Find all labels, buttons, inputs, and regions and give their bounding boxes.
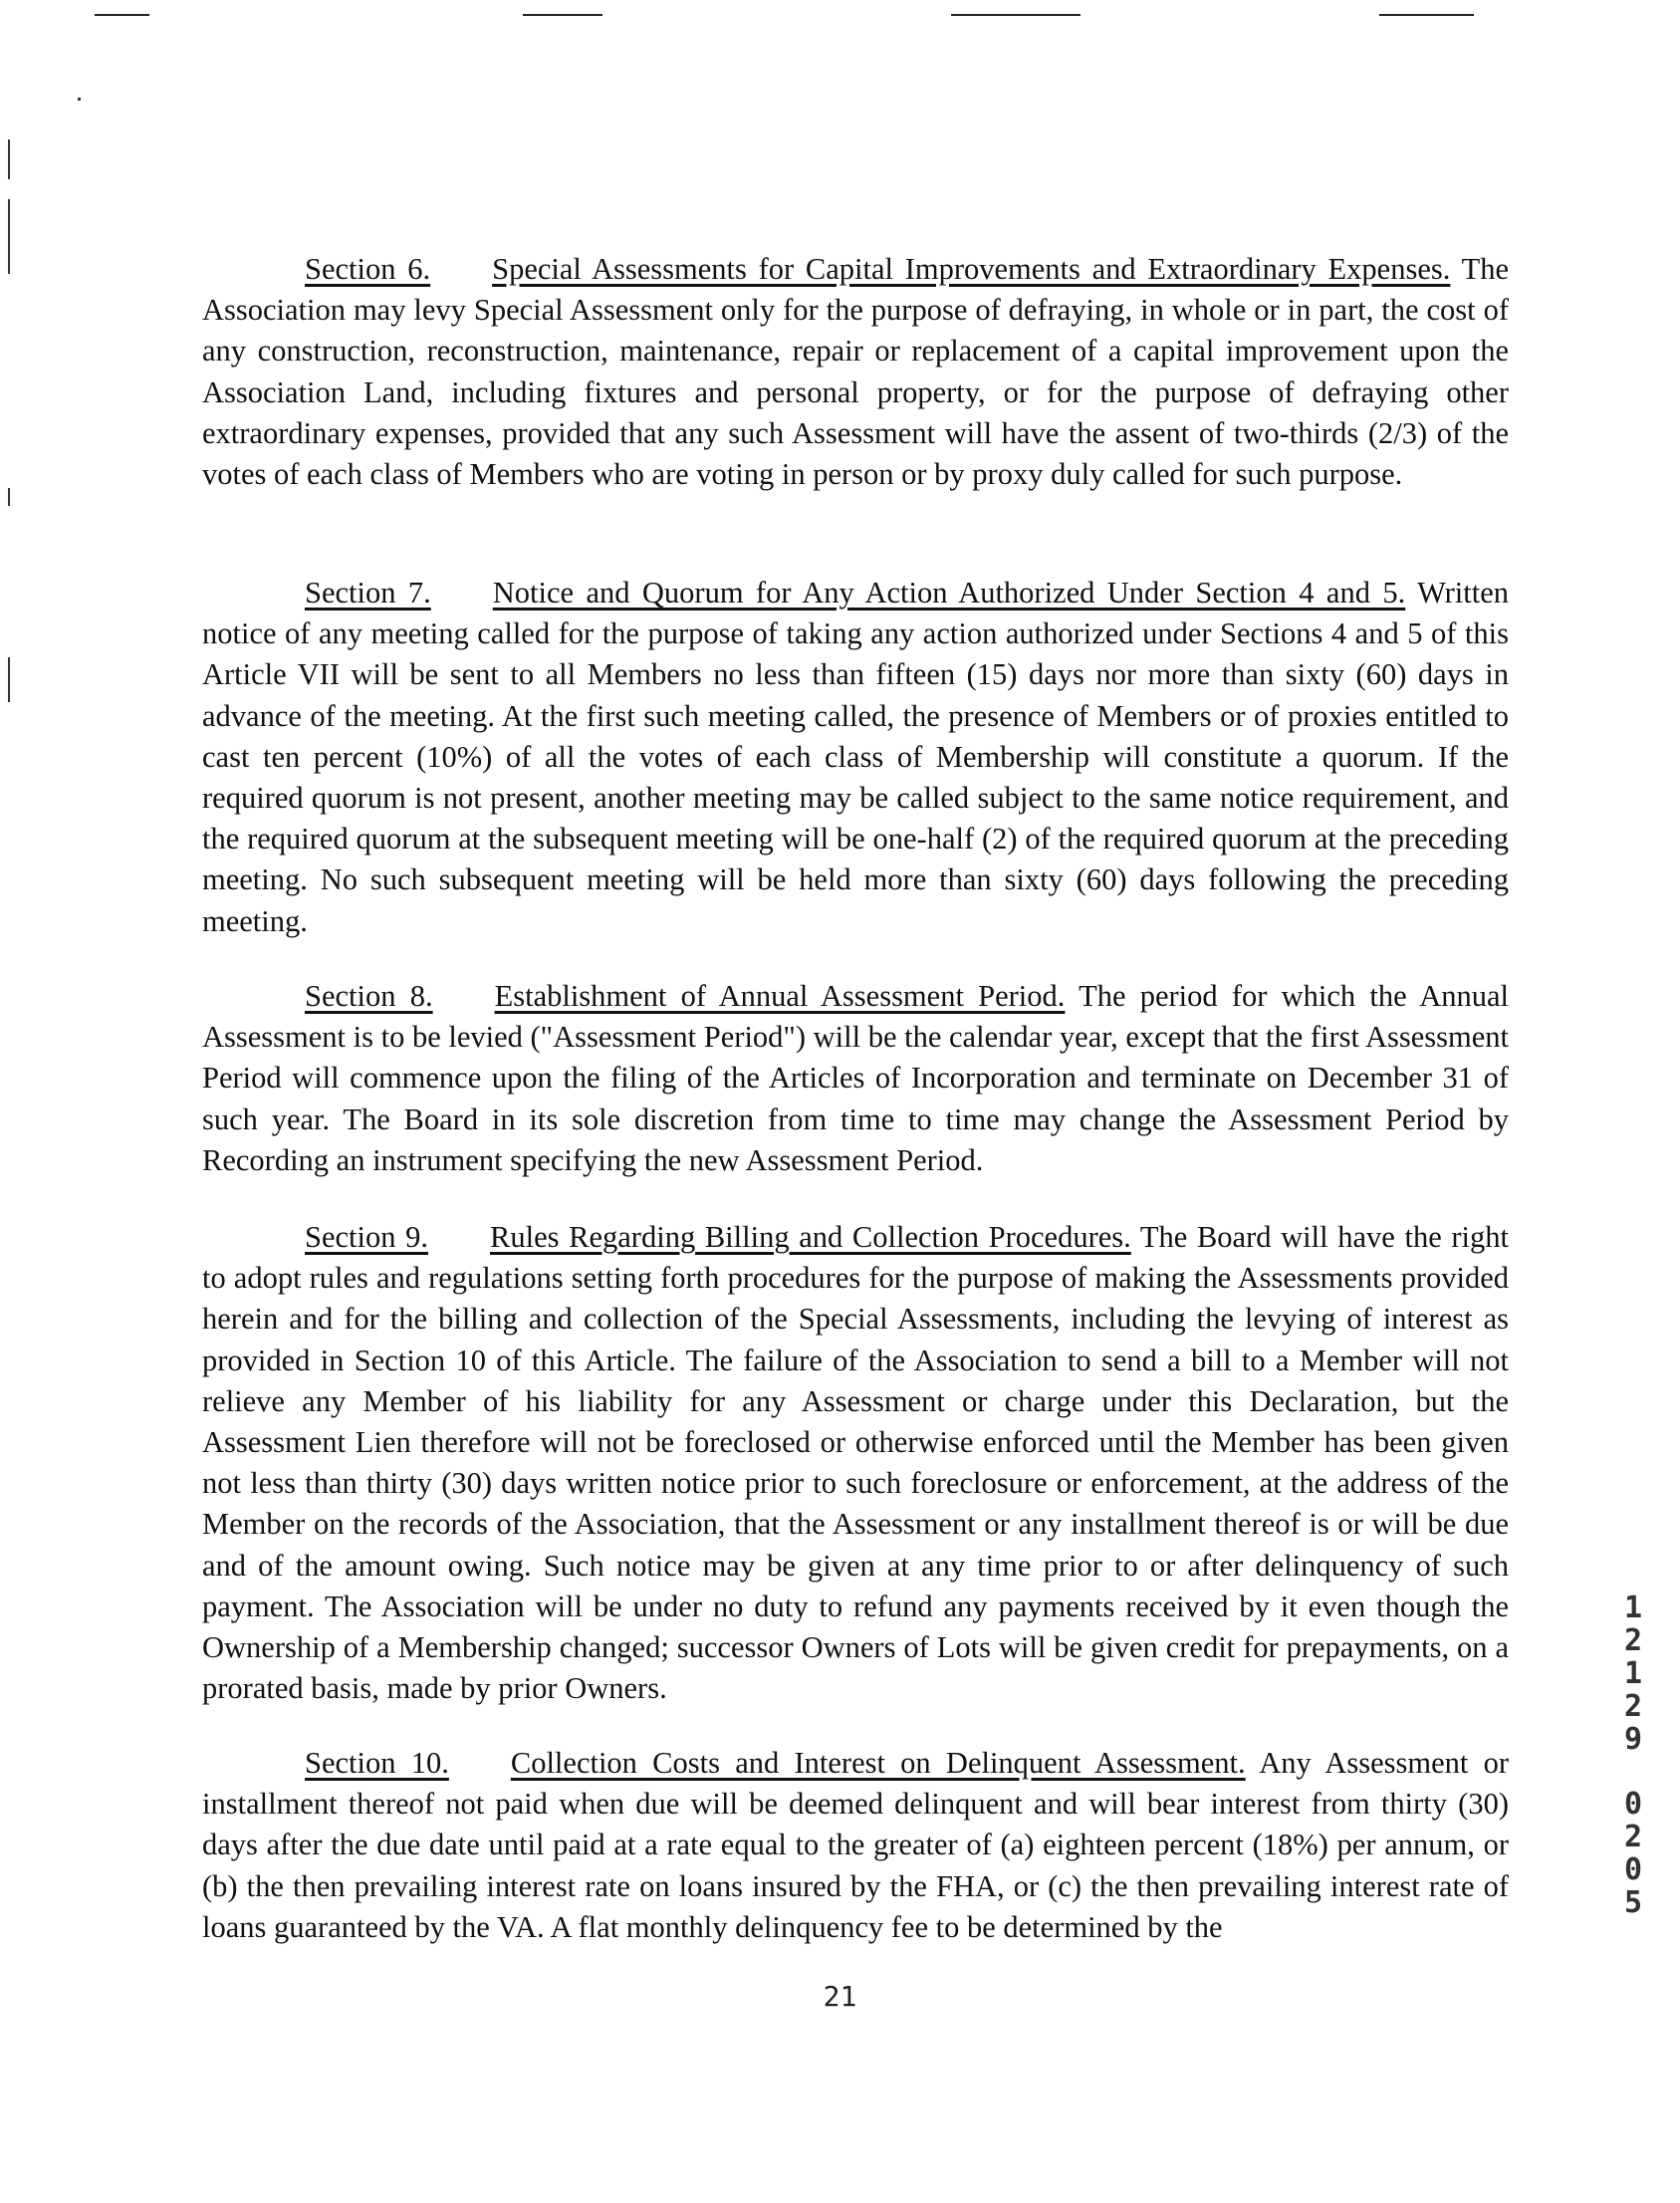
section-7-title: Notice and Quorum for Any Action Authorized Under Section 4 and 5. — [492, 576, 1406, 610]
section-7-number: Section 7. — [305, 576, 431, 610]
section-9-paragraph — [202, 1217, 1509, 1709]
section-7-paragraph — [202, 573, 1509, 942]
section-10-title: Collection Costs and Interest on Delinquent Assessment. — [510, 1746, 1246, 1780]
section-10-number: Section 10. — [305, 1746, 449, 1780]
scan-artifact-top-4 — [1379, 14, 1474, 16]
scan-artifact-left-4 — [8, 657, 10, 702]
scan-artifact-top-1 — [95, 14, 149, 16]
section-9-title: Rules Regarding Billing and Collection Procedures. — [490, 1220, 1131, 1254]
scan-artifact-left-2 — [8, 199, 10, 274]
stamp-digit: 2 — [1623, 1689, 1643, 1724]
stamp-digit: 1 — [1623, 1591, 1643, 1625]
section-8-number: Section 8. — [305, 979, 433, 1013]
scan-artifact-top-2 — [523, 14, 602, 16]
section-6-body: The Association may levy Special Assessment only for the purpose of defraying, in whole or in part, the cost of any construction, reconstruction, maintenance, repair or replacement of a capital improvement upon the Association Land, including fixtures and personal property, or for the purpose of defraying other extraordinary expenses, provided that any such Assessment will have the assent of two-thirds (2/3) of the votes of each class of Members who are voting in person or by proxy duly called for such purpose. — [202, 252, 1509, 492]
stamp-digit: 5 — [1623, 1885, 1643, 1920]
document-stamp-top — [1611, 1591, 1655, 1756]
document-stamp-bottom — [1611, 1788, 1655, 1919]
section-6-paragraph — [202, 249, 1509, 495]
scan-artifact-dot — [78, 98, 81, 101]
stamp-digit: 0 — [1623, 1852, 1643, 1887]
scan-artifact-left-3 — [8, 488, 10, 506]
stamp-digit: 0 — [1623, 1787, 1643, 1822]
section-9-number: Section 9. — [305, 1220, 429, 1254]
stamp-digit: 9 — [1623, 1722, 1643, 1757]
scan-artifact-top-3 — [951, 14, 1080, 16]
stamp-digit: 2 — [1623, 1623, 1643, 1658]
section-10 — [202, 1743, 1509, 1948]
section-8-paragraph — [202, 976, 1509, 1181]
section-6 — [202, 249, 1509, 495]
section-6-title: Special Assessments for Capital Improvements and Extraordinary Expenses. — [492, 252, 1451, 286]
page-number: 21 — [823, 1980, 857, 2013]
section-8 — [202, 976, 1509, 1181]
section-7 — [202, 573, 1509, 942]
section-8-title: Establishment of Annual Assessment Period. — [494, 979, 1066, 1013]
stamp-digit: 2 — [1623, 1820, 1643, 1854]
stamp-digit: 1 — [1623, 1656, 1643, 1691]
section-10-paragraph — [202, 1743, 1509, 1948]
section-6-number: Section 6. — [305, 252, 431, 286]
scan-artifact-left-1 — [8, 139, 10, 179]
section-10-body: Any Assessment or installment thereof not paid when due will be deemed delinquent and will bear interest from thirty (30) days after the due date until paid at a rate equal to the greater of (a) eighteen percent (18%) per annum, or (b) the then prevailing interest rate on loans insured by the FHA, or (c) the then prevailing interest rate of loans guaranteed by the VA. A flat monthly delinquency fee to be determined by the — [202, 1746, 1509, 1944]
section-9-body: The Board will have the right to adopt rules and regulations setting forth procedures for the purpose of making the Assessments provided herein and for the billing and collection of the Special Assessments, including the levying of interest as provided in Section 10 of this Article. The failure of the Association to send a bill to a Member will not relieve any Member of his liability for any Assessment or charge under this Declaration, but the Assessment Lien therefore will not be foreclosed or otherwise enforced until the Member has been given not less than thirty (30) days written notice prior to such foreclosure or enforcement, at the address of the Member on the records of the Association, that the Assessment or any installment thereof is or will be due and of the amount owing. Such notice may be given at any time prior to or after delinquency of such payment. The Association will be under no duty to refund any payments received by it even though the Ownership of a Membership changed; successor Owners of Lots will be given credit for prepayments, on a prorated basis, made by prior Owners. — [202, 1220, 1509, 1706]
section-8-body: The period for which the Annual Assessment is to be levied ("Assessment Period") will be the calendar year, except that the first Assessment Period will commence upon the filing of the Articles of Incorporation and terminate on December 31 of such year. The Board in its sole discretion from time to time may change the Assessment Period by Recording an instrument specifying the new Assessment Period. — [202, 979, 1509, 1177]
section-9 — [202, 1217, 1509, 1709]
section-7-body: Written notice of any meeting called for the purpose of taking any action authorized under Sections 4 and 5 of this Article VII will be sent to all Members no less than fifteen (15) days nor more than sixty (60) days in advance of the meeting. At the first such meeting called, the presence of Members or of proxies entitled to cast ten percent (10%) of all the votes of each class of Membership will constitute a quorum. If the required quorum is not present, another meeting may be called subject to the same notice requirement, and the required quorum at the subsequent meeting will be one-half (2) of the required quorum at the preceding meeting. No such subsequent meeting will be held more than sixty (60) days following the preceding meeting. — [202, 576, 1509, 938]
